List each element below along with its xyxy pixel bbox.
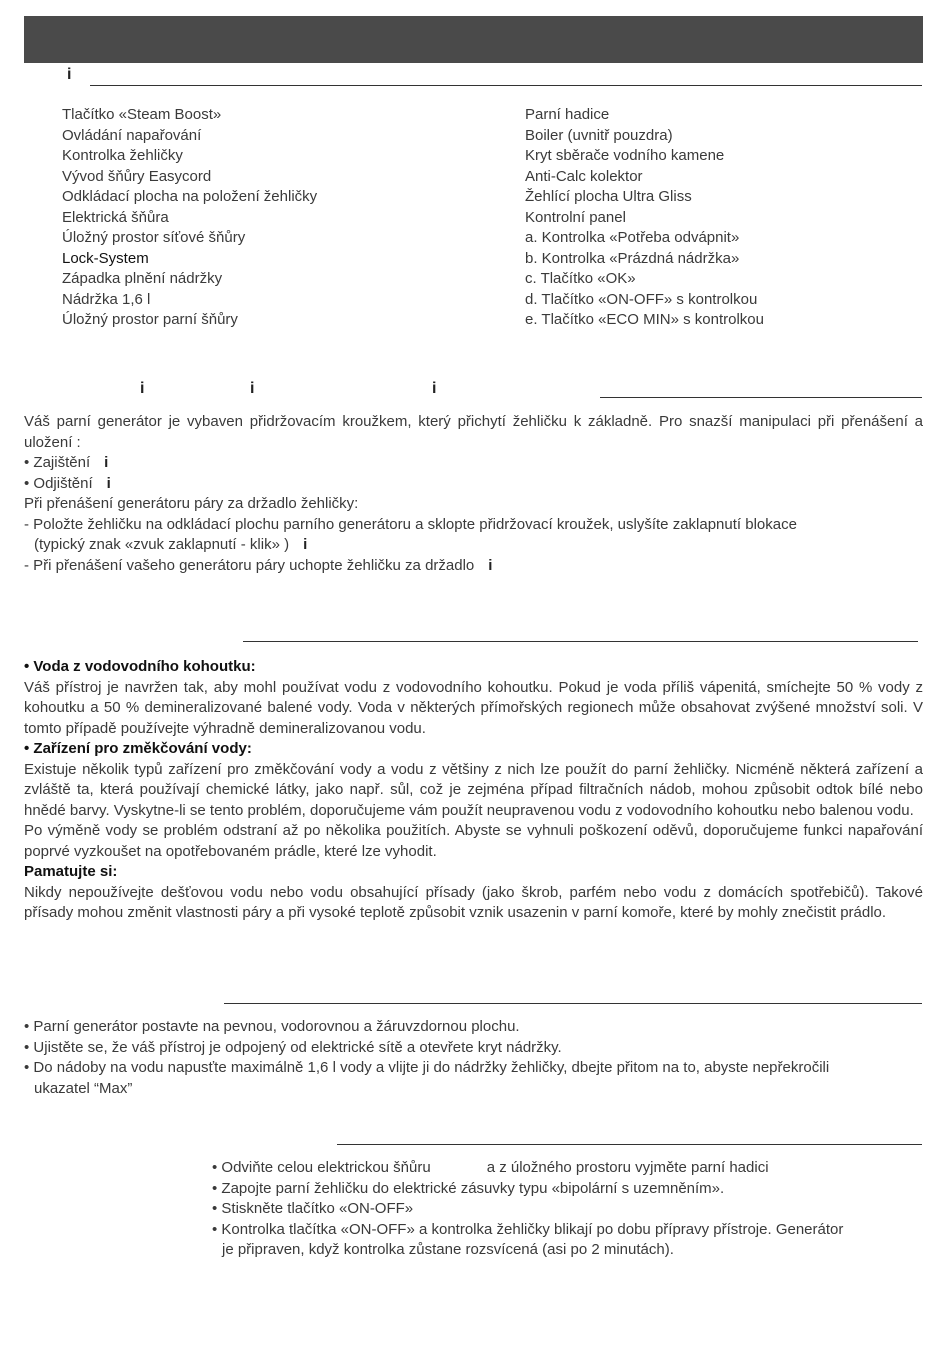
- section-mark: i: [67, 66, 72, 83]
- part-item: e. Tlačítko «ECO MIN» s kontrolkou: [525, 311, 764, 328]
- part-item: a. Kontrolka «Potřeba odvápnit»: [525, 229, 740, 246]
- click-icon: i: [303, 536, 308, 553]
- carry-step: - Položte žehličku na odkládací plochu parního generátoru a sklopte přidržovací kroužek, uslyšíte zaklapnutí blokace: [24, 515, 797, 533]
- remember-title: Pamatujte si:: [24, 863, 118, 880]
- fill-item-cont: ukazatel “Max”: [34, 1079, 133, 1097]
- parts-list-right: [525, 105, 764, 331]
- part-item: d. Tlačítko «ON-OFF» s kontrolkou: [525, 290, 758, 308]
- remember-text: Nikdy nepoužívejte dešťovou vodu nebo vodu obsahující přísady (jako škrob, parfém nebo vodu z domácích spotřebičů). Takové přísady mohou změnit vlastnosti páry a při vysoké teplotě způsobit vznik usazenin v parní komoře, které by mohly znečistit prádlo.: [24, 883, 923, 921]
- part-item: c. Tlačítko «OK»: [525, 270, 636, 287]
- part-item: Západka plnění nádržky: [62, 270, 223, 287]
- unlock-item: • Odjištění: [24, 474, 93, 492]
- part-item: Kryt sběrače vodního kamene: [525, 147, 725, 164]
- start-item: • Stiskněte tlačítko «ON-OFF»: [212, 1200, 414, 1217]
- fill-section: [24, 1017, 923, 1099]
- softener-text: Existuje několik typů zařízení pro změkčování vody a vodu z většiny z nich lze použít do parní žehličky. Nicméně některá zařízení a zvláště ta, která používají chemické látky, jako např. sůl, což je zejména případ filtračních nádob, mohou způsobit odtok bílé nebo hnědé barvy. Vyskytne-li se tento problém, doporučujeme vám použít neupravenou vodu z vodovodního kohoutku nebo balenou vodu.: [24, 760, 923, 819]
- part-item: Elektrická šňůra: [62, 208, 169, 226]
- carry-step: - Při přenášení vašeho generátoru páry uchopte žehličku za držadlo: [24, 556, 475, 574]
- part-item: b. Kontrolka «Prázdná nádržka»: [525, 249, 740, 267]
- section-rule: [337, 1144, 922, 1145]
- part-item: Úložný prostor síťové šňůry: [62, 229, 246, 246]
- start-item-cont: je připraven, když kontrolka zůstane rozsvícená (asi po 2 minutách).: [222, 1241, 674, 1258]
- section-mark: i: [250, 380, 255, 397]
- water-section: [24, 657, 923, 924]
- carry-step-cont: (typický znak «zvuk zaklapnutí - klik» ): [34, 536, 290, 553]
- part-item: Anti-Calc kolektor: [525, 167, 643, 185]
- start-section: [212, 1158, 923, 1261]
- section-rule: [90, 85, 922, 86]
- part-item: Úložný prostor parní šňůry: [62, 311, 238, 328]
- tap-water-title: • Voda z vodovodního kohoutku:: [24, 658, 256, 675]
- part-item: Vývod šňůry Easycord: [62, 167, 212, 185]
- fill-item: • Do nádoby na vodu napusťte maximálně 1,6 l vody a vlijte ji do nádržky žehličky, dbejte přitom na to, abyste nepřekročili: [24, 1059, 830, 1076]
- part-item: Parní hadice: [525, 106, 610, 123]
- start-item: • Odviňte celou elektrickou šňůru: [212, 1159, 431, 1176]
- part-item: Odkládací plocha na položení žehličky: [62, 188, 318, 205]
- part-item: Kontrolní panel: [525, 208, 626, 226]
- lock-section: [24, 412, 923, 576]
- section-rule: [224, 1003, 922, 1004]
- parts-list-left: [62, 105, 317, 331]
- part-item: Boiler (uvnitř pouzdra): [525, 126, 673, 144]
- lock-icon: i: [104, 454, 109, 471]
- lock-intro: Váš parní generátor je vybaven přidržovacím kroužkem, který přichytí žehličku k základně. Pro snazší manipulaci při přenášení a uložení :: [24, 413, 923, 451]
- section-mark: i: [432, 380, 437, 397]
- fill-item: • Ujistěte se, že váš přístroj je odpojený od elektrické sítě a otevřete kryt nádržky.: [24, 1038, 562, 1056]
- section-mark: i: [140, 380, 145, 397]
- lock-item: • Zajištění: [24, 454, 91, 471]
- start-item: a z úložného prostoru vyjměte parní hadici: [486, 1159, 769, 1176]
- header-bar: [24, 16, 923, 63]
- part-item: Lock-System: [62, 249, 149, 267]
- start-item: • Kontrolka tlačítka «ON-OFF» a kontrolka žehličky blikají po dobu přípravy přístroje. Generátor: [212, 1220, 844, 1238]
- carry-intro: Při přenášení generátoru páry za držadlo žehličky:: [24, 495, 359, 512]
- unlock-icon: i: [106, 474, 111, 492]
- part-item: Tlačítko «Steam Boost»: [62, 106, 222, 123]
- section-rule: [600, 397, 922, 398]
- start-item: • Zapojte parní žehličku do elektrické zásuvky typu «bipolární s uzemněním».: [212, 1179, 725, 1197]
- part-item: Nádržka 1,6 l: [62, 290, 151, 308]
- part-item: Kontrolka žehličky: [62, 147, 183, 164]
- part-item: Žehlící plocha Ultra Gliss: [525, 188, 692, 205]
- fill-item: • Parní generátor postavte na pevnou, vodorovnou a žáruvzdornou plochu.: [24, 1018, 520, 1035]
- part-item: Ovládání napařování: [62, 126, 202, 144]
- softener-title: • Zařízení pro změkčování vody:: [24, 740, 252, 757]
- tap-water-text: Váš přístroj je navržen tak, aby mohl používat vodu z vodovodního kohoutku. Pokud je voda příliš vápenitá, smíchejte 50 % vody z kohoutku a 50 % demineralizované balené vody. Voda v některých přímořských regionech může obsahovat zvýšené množství soli. V tomto případě používejte výhradně demineralizovanou vodu.: [24, 678, 923, 737]
- handle-icon: i: [488, 556, 493, 574]
- section-rule: [243, 641, 918, 642]
- after-change-text: Po výměně vody se problém odstraní až po několika použitích. Abyste se vyhnuli poškození oděvů, doporučujeme funkci napařování poprvé vyzkoušet na opotřebovaném prádle, které lze vyhodit.: [24, 822, 923, 860]
